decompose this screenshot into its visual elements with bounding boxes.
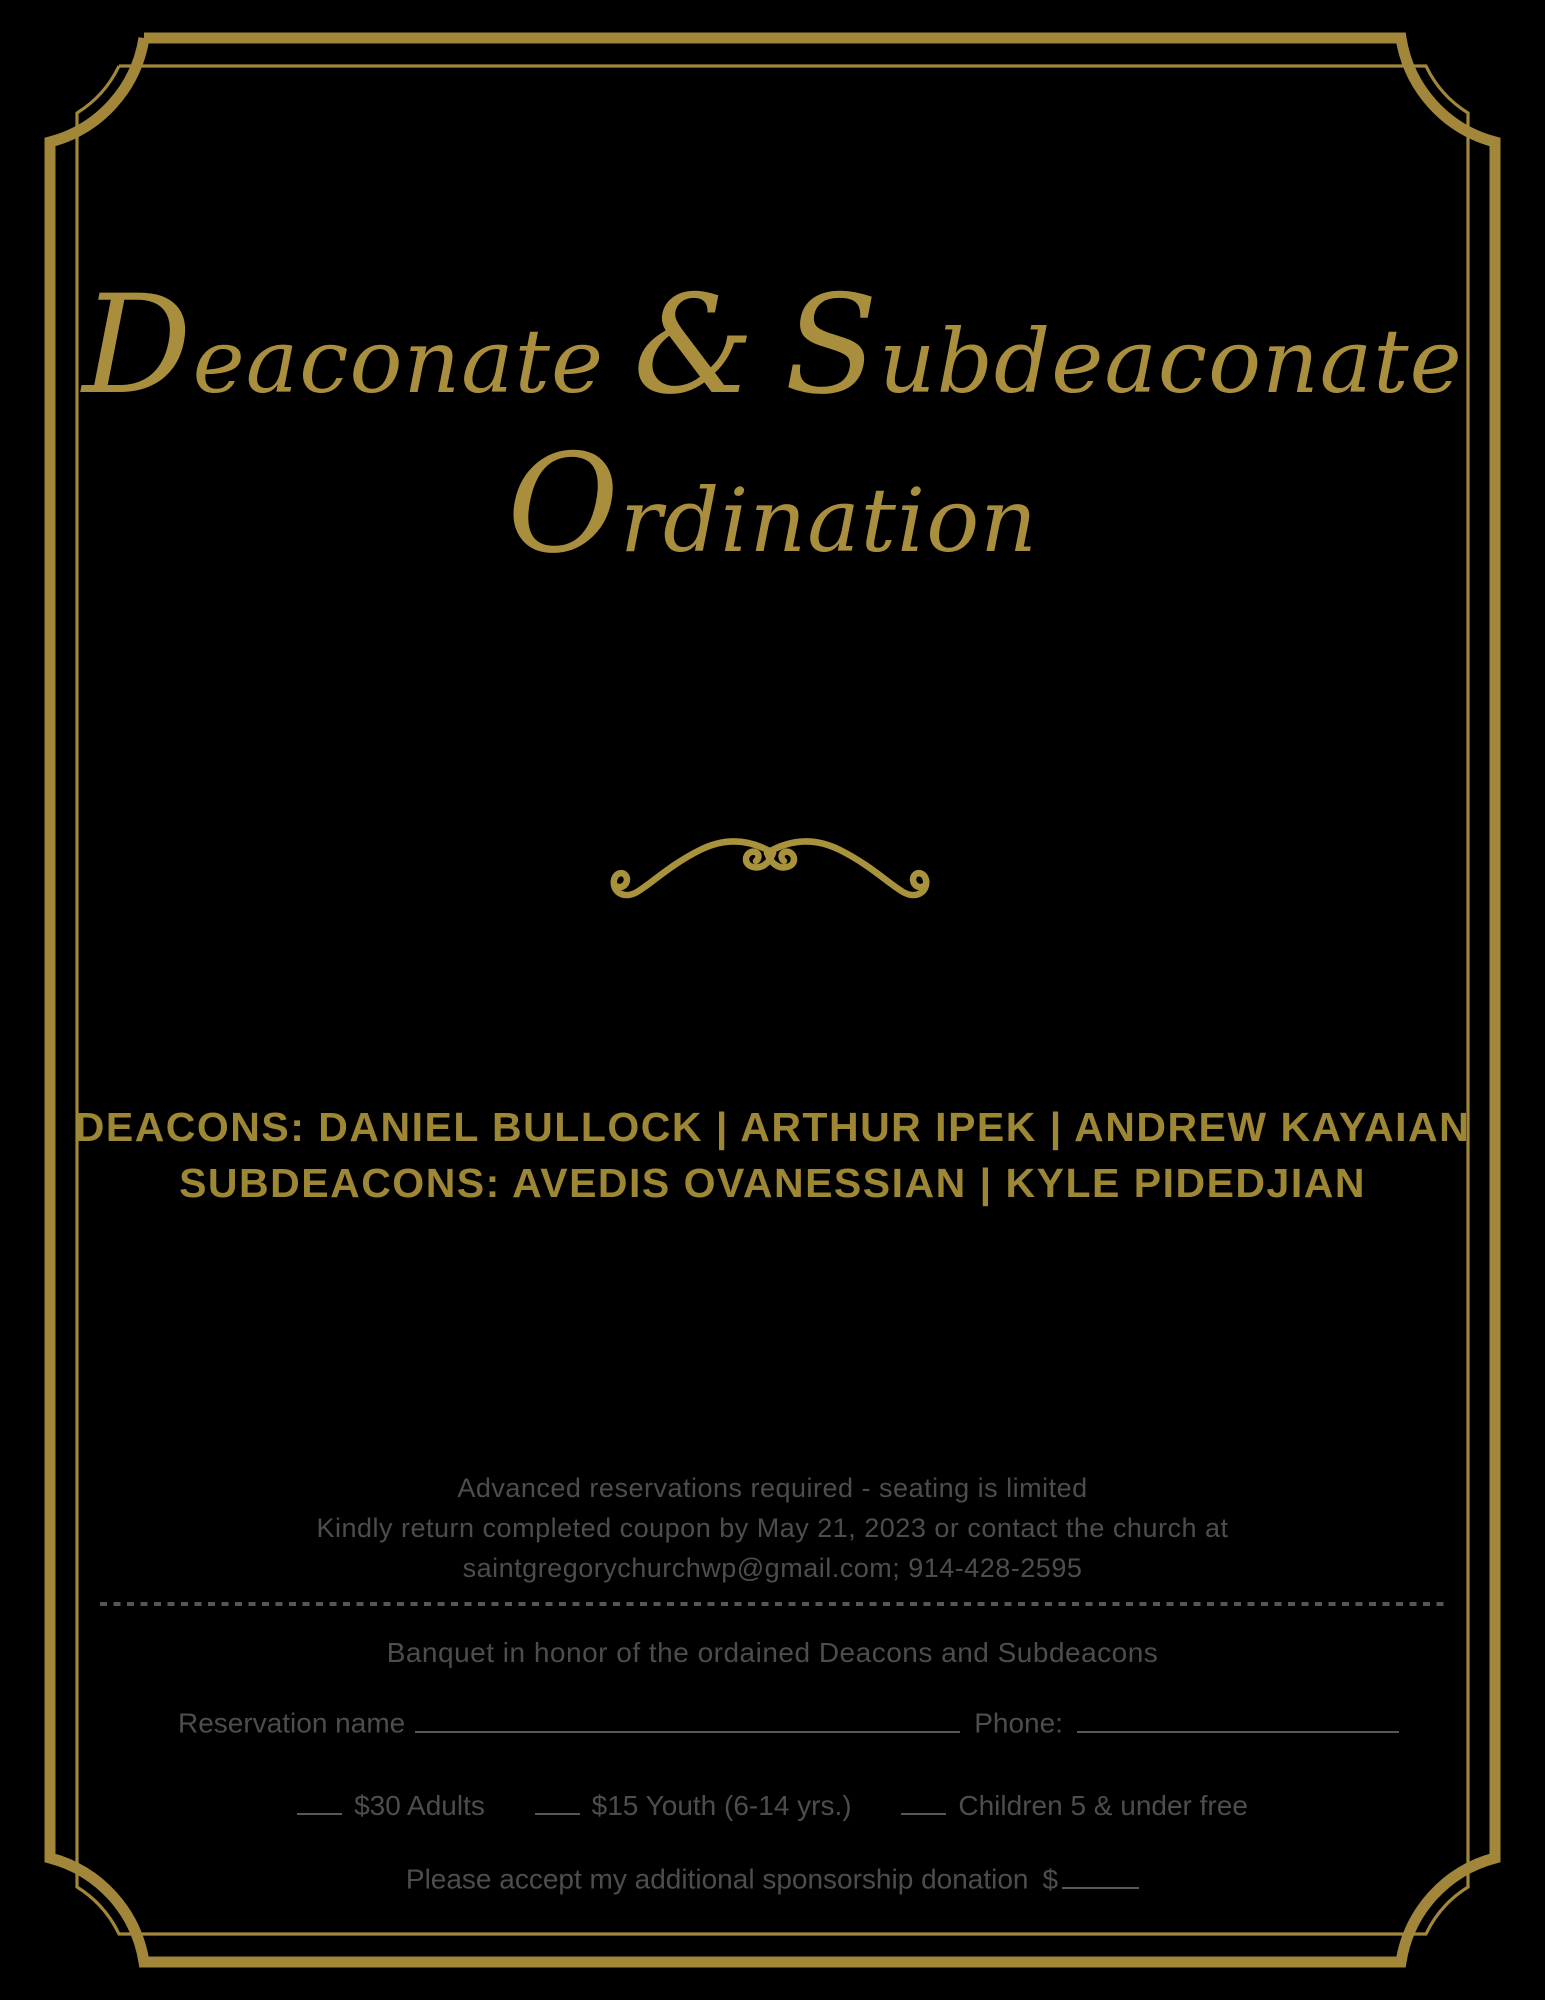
deacons-line: DEACONS: DANIEL BULLOCK | ARTHUR IPEK | ANDREW KAYAIAN (74, 1104, 1471, 1150)
donation-amount-blank (1062, 1858, 1139, 1889)
reservation-info (0, 1468, 1545, 1588)
adults-count-blank (297, 1784, 342, 1815)
children-price-label: Children 5 & under free (958, 1789, 1248, 1821)
subdeacons-line: SUBDEACONS: AVEDIS OVANESSIAN | KYLE PIDEDJIAN (179, 1160, 1366, 1206)
reservation-name-label: Reservation name (178, 1707, 406, 1739)
children-count-blank (901, 1784, 946, 1815)
adults-option (297, 1790, 485, 1821)
youth-count-blank (535, 1784, 580, 1815)
youth-price-label: $15 Youth (6-14 yrs.) (591, 1789, 852, 1821)
reservation-info-line2: Kindly return completed coupon by May 21, 2023 or contact the church at (316, 1513, 1229, 1543)
page-title-line2: Ordination (507, 425, 1038, 584)
adults-price-label: $30 Adults (354, 1789, 485, 1821)
donation-label: Please accept my additional sponsorship donation (405, 1863, 1029, 1895)
reservation-row (178, 1702, 1418, 1742)
donation-currency: $ (1042, 1863, 1059, 1895)
phone-label: Phone: (974, 1707, 1063, 1739)
phone-blank (1077, 1702, 1399, 1733)
youth-option (535, 1790, 852, 1821)
page-title-line1: Deaconate & Subdeaconate (82, 266, 1463, 425)
contact-line: saintgregorychurchwp@gmail.com; 914-428-2595 (462, 1553, 1083, 1583)
price-options-row (0, 1784, 1545, 1824)
donation-row (0, 1858, 1545, 1898)
ordinands-list (0, 1099, 1545, 1211)
cut-line-separator (100, 1602, 1445, 1606)
children-option (901, 1790, 1248, 1821)
banquet-heading: Banquet in honor of the ordained Deacons and Subdeacons (386, 1637, 1159, 1668)
flourish-divider-icon (610, 836, 930, 908)
reservation-name-blank (415, 1702, 960, 1733)
reservation-info-line1: Advanced reservations required - seating is limited (457, 1473, 1088, 1503)
